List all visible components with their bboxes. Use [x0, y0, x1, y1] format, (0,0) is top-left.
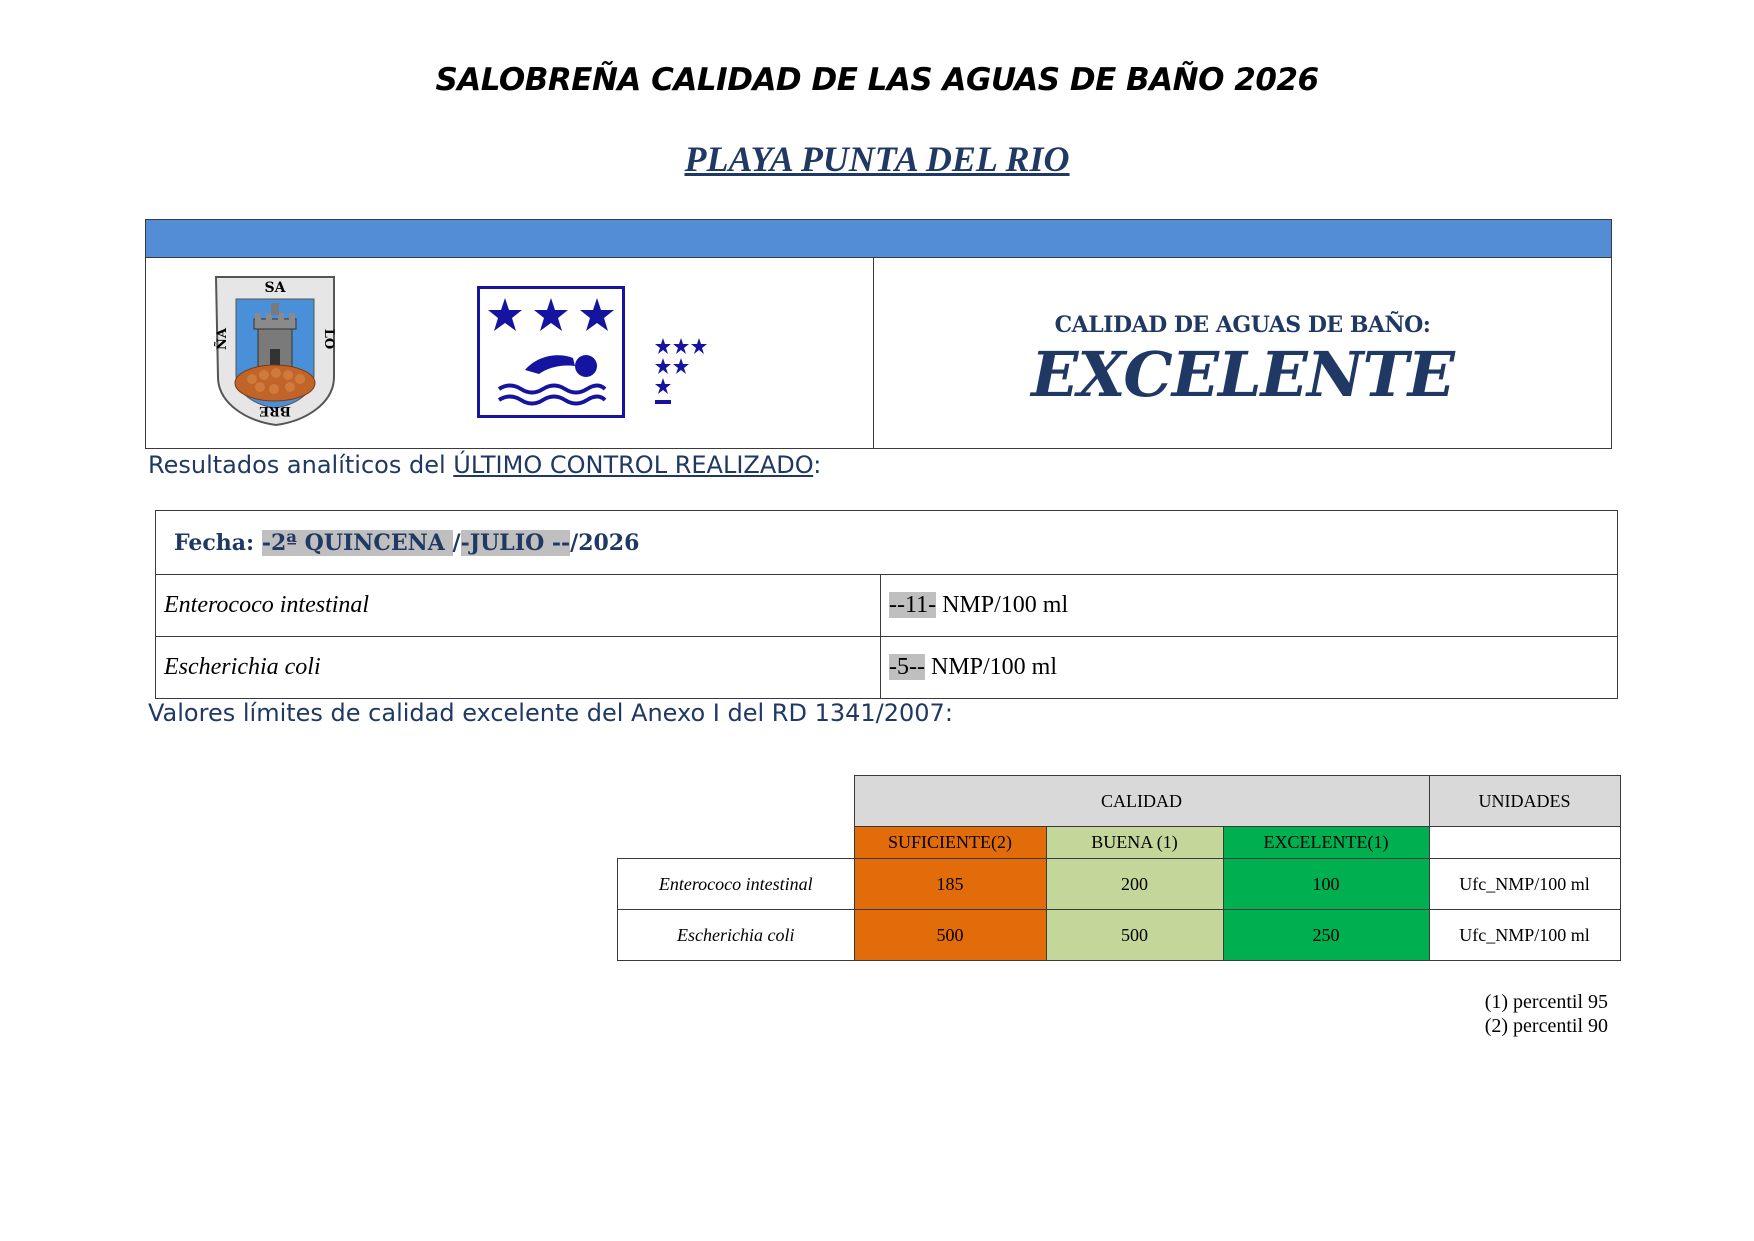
footnote: (1) percentil 95 — [1484, 991, 1608, 1013]
results-heading-link: ÚLTIMO CONTROL REALIZADO — [453, 451, 814, 479]
value-suficiente: 185 — [854, 859, 1046, 910]
quality-panel — [145, 219, 1612, 449]
category-excelente: EXCELENTE(1) — [1223, 827, 1429, 859]
parameter-cell: Enterococo intestinal — [156, 575, 881, 637]
date-separator: / — [452, 529, 461, 556]
three-star-swimmer-icon — [477, 286, 625, 418]
table-row — [618, 859, 1621, 910]
value-cell — [881, 637, 1618, 699]
header-band — [146, 220, 1611, 258]
date-month: -JULIO -- — [460, 529, 571, 556]
footnotes — [1400, 990, 1608, 1038]
date-row — [156, 511, 1618, 575]
stars-rating-icon — [654, 338, 716, 410]
value-excelente: 250 — [1223, 910, 1429, 961]
limits-header-row — [618, 776, 1621, 827]
value-buena: 200 — [1046, 859, 1223, 910]
category-buena: BUENA (1) — [1046, 827, 1223, 859]
quality-label: CALIDAD DE AGUAS DE BAÑO: — [1054, 312, 1431, 338]
blank-unit-cell — [1429, 827, 1620, 859]
results-table — [155, 510, 1618, 699]
coat-letters-right: LO — [321, 328, 336, 350]
parameter-cell: Escherichia coli — [618, 910, 855, 961]
results-heading-prefix: Resultados analíticos del — [148, 451, 454, 479]
blank-cell — [618, 776, 855, 827]
header-quality: CALIDAD — [854, 776, 1429, 827]
results-heading-suffix: : — [813, 451, 822, 479]
result-unit: NMP/100 ml — [924, 654, 1058, 680]
parameter-cell: Escherichia coli — [156, 637, 881, 699]
limits-table — [617, 775, 1621, 961]
unit-cell: Ufc_NMP/100 ml — [1429, 910, 1620, 961]
category-suficiente: SUFICIENTE(2) — [854, 827, 1046, 859]
date-cell — [156, 511, 1618, 575]
limits-heading: Valores límites de calidad excelente del Anexo I del RD 1341/2007: — [148, 699, 953, 727]
limits-category-row — [618, 827, 1621, 859]
result-value: -5-- — [889, 654, 925, 680]
value-excelente: 100 — [1223, 859, 1429, 910]
table-row — [156, 575, 1618, 637]
table-row — [156, 637, 1618, 699]
date-period: -2ª QUINCENA — [261, 529, 453, 556]
parameter-cell: Enterococo intestinal — [618, 859, 855, 910]
value-cell — [881, 575, 1618, 637]
date-year: /2026 — [570, 529, 640, 556]
blank-cell — [618, 827, 855, 859]
beach-name: PLAYA PUNTA DEL RIO — [684, 139, 1070, 179]
results-heading — [148, 451, 821, 479]
value-suficiente: 500 — [854, 910, 1046, 961]
footnote: (2) percentil 90 — [1484, 1015, 1608, 1037]
result-unit: NMP/100 ml — [936, 592, 1069, 618]
result-value: --11- — [889, 592, 937, 618]
coat-letters-left: ÑA — [215, 328, 230, 350]
coat-letters-bottom: BRE — [259, 403, 291, 418]
coat-letters-top: SA — [264, 280, 286, 296]
unit-cell: Ufc_NMP/100 ml — [1429, 859, 1620, 910]
table-row — [618, 910, 1621, 961]
value-buena: 500 — [1046, 910, 1223, 961]
header-units: UNIDADES — [1429, 776, 1620, 827]
quality-value: EXCELENTE — [1031, 338, 1454, 411]
date-label: Fecha: — [174, 529, 262, 556]
document-title: SALOBREÑA CALIDAD DE LAS AGUAS DE BAÑO 2026 — [435, 62, 1319, 98]
coat-of-arms-icon — [214, 275, 338, 427]
